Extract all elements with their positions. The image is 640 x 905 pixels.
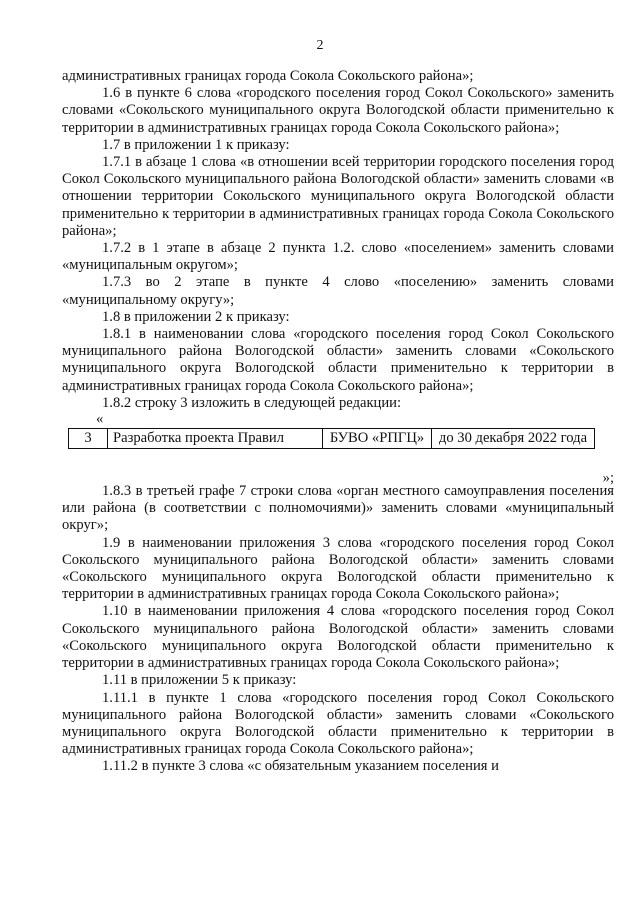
cell-deadline: до 30 декабря 2022 года bbox=[432, 429, 595, 449]
cell-number: 3 bbox=[69, 429, 108, 449]
paragraph: 1.11.1 в пункте 1 слова «городского поселения город Сокол Сокольского муниципального района Вологодской области» заменить словами «Сокольского муниципального округа Вологодской области применительно к территории в административных границах города Сокола Сокольского района»; bbox=[62, 689, 614, 758]
paragraph: 1.8.3 в третьей графе 7 строки слова «орган местного самоуправления поселения или района (в соответствии с полномочиями)» заменить словами «муниципальный округ»; bbox=[62, 483, 614, 534]
table-row bbox=[69, 429, 595, 449]
paragraph: 1.11.2 в пункте 3 слова «с обязательным указанием поселения и bbox=[102, 758, 499, 775]
quote-open: « bbox=[96, 411, 104, 428]
paragraph: 1.8.1 в наименовании слова «городского поселения город Сокол Сокольского муниципального района Вологодской области» заменить словами «Сокольского муниципального округа Вологодской области применительно к территории в административных границах города Сокола Сокольского района»; bbox=[62, 326, 614, 394]
quote-close: »; bbox=[602, 470, 614, 487]
paragraph: 1.8 в приложении 2 к приказу: bbox=[102, 308, 290, 325]
paragraph: 1.8.2 строку 3 изложить в следующей редакции: bbox=[102, 394, 402, 411]
paragraph: 1.7.2 в 1 этапе в абзаце 2 пункта 1.2. слово «поселением» заменить словами «муниципальным округом»; bbox=[62, 240, 614, 274]
page-number: 2 bbox=[316, 38, 324, 53]
paragraph: административных границах города Сокола Сокольского района»; bbox=[62, 68, 474, 84]
paragraph: 1.11 в приложении 5 к приказу: bbox=[102, 672, 297, 689]
paragraph: 1.7.3 во 2 этапе в пункте 4 слово «поселению» заменить словами «муниципальному округу»; bbox=[62, 274, 614, 308]
cell-title: Разработка проекта Правил bbox=[108, 429, 323, 449]
paragraph: 1.7.1 в абзаце 1 слова «в отношении всей территории городского поселения город Сокол Сокольского муниципального района Вологодской области» заменить словами «в отношении территории Сокольского муниципального округа Вологодской области применительно к территории в административных границах города Сокола Сокольского района»; bbox=[62, 154, 614, 239]
document-body bbox=[62, 68, 614, 776]
paragraph: 1.10 в наименовании приложения 4 слова «городского поселения город Сокол Сокольского муниципального района Вологодской области» заменить словами «Сокольского муниципального округа Вологодской области применительно к территории в административных границах города Сокола Сокольского района»; bbox=[62, 603, 614, 672]
plan-table bbox=[68, 428, 595, 449]
paragraph: 1.6 в пункте 6 слова «городского поселения город Сокол Сокольского» заменить словами «Сокольского муниципального округа Вологодской области применительно к территории в административных границах города Сокола Сокольского района»; bbox=[62, 85, 614, 136]
paragraph: 1.9 в наименовании приложения 3 слова «городского поселения город Сокол Сокольского муниципального района Вологодской области» заменить словами «Сокольского муниципального округа Вологодской области применительно к территории в административных границах города Сокола Сокольского района»; bbox=[62, 534, 614, 603]
paragraphs-top bbox=[62, 68, 614, 412]
paragraphs-bottom bbox=[62, 483, 614, 775]
paragraph: 1.7 в приложении 1 к приказу: bbox=[102, 136, 290, 153]
cell-organization: БУВО «РПГЦ» bbox=[323, 429, 432, 449]
